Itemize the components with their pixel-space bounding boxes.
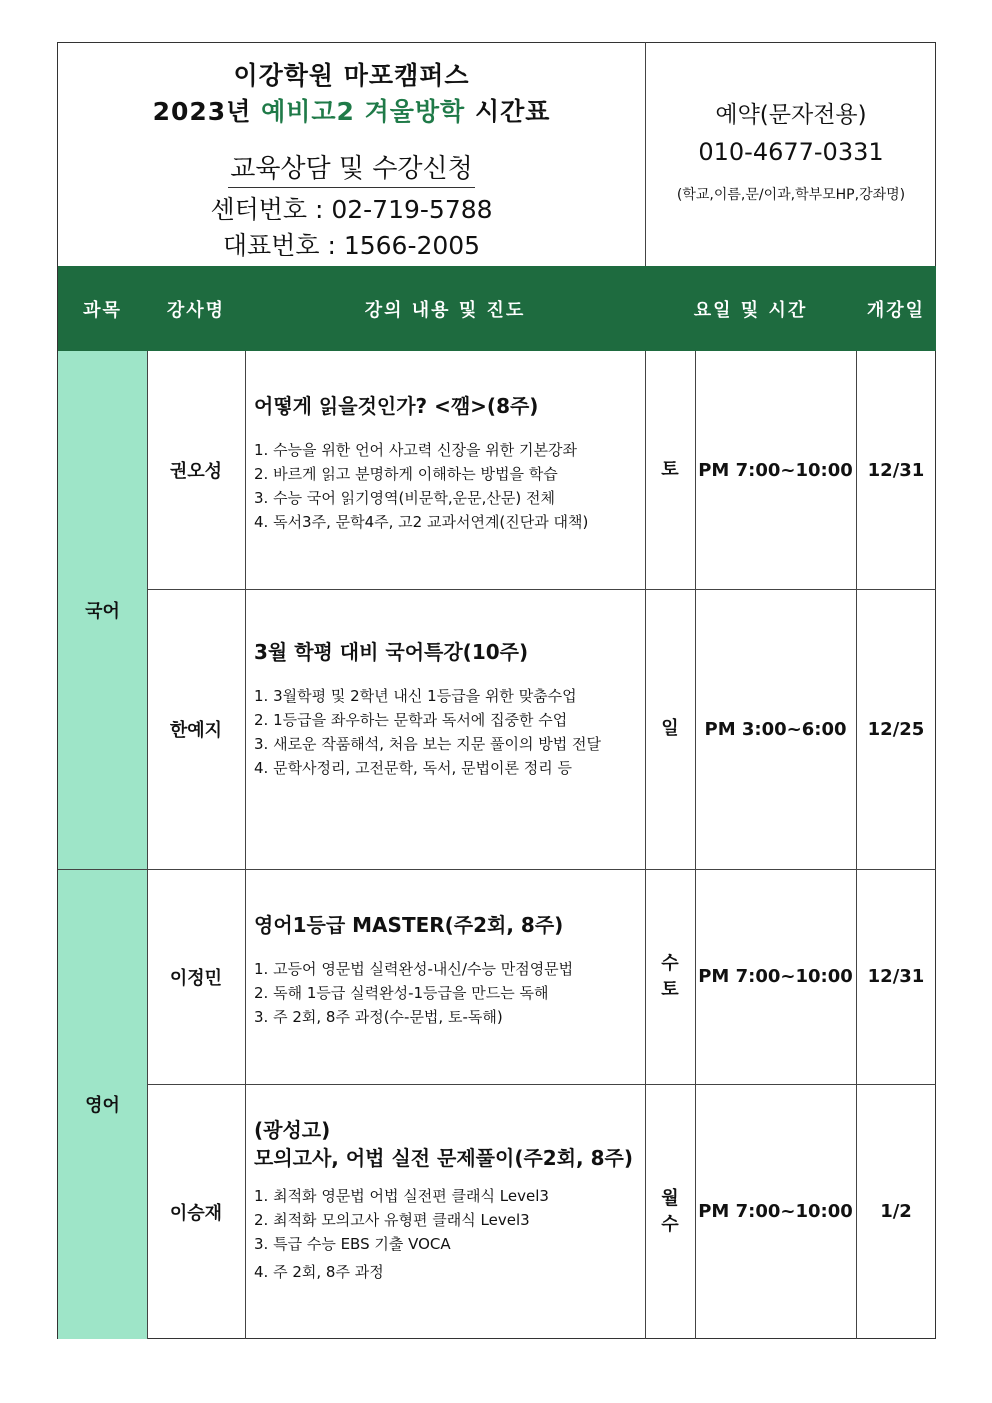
col-content: 강의 내용 및 진도 bbox=[364, 299, 526, 321]
course-content bbox=[254, 1116, 640, 1284]
col-subject: 과목 bbox=[83, 299, 122, 321]
course-title-main: 모의고사, 어법 실전 문제풀이(주2회, 8주) bbox=[254, 1146, 633, 1170]
course-item: 4. 주 2회, 8주 과정 bbox=[254, 1263, 384, 1281]
course-item: 2. 바르게 읽고 분명하게 이해하는 방법을 학습 bbox=[254, 465, 558, 483]
day-label: 수 bbox=[661, 952, 679, 974]
teacher-name: 한예지 bbox=[169, 720, 223, 741]
course-item: 1. 최적화 영문법 어법 실전편 클래식 Level3 bbox=[254, 1187, 549, 1205]
teacher-name: 이승재 bbox=[169, 1202, 223, 1224]
start-date: 12/31 bbox=[867, 966, 925, 987]
start-date: 12/25 bbox=[867, 718, 925, 740]
course-title bbox=[254, 1116, 640, 1172]
course-item: 1. 고등어 영문법 실력완성-내신/수능 만점영문법 bbox=[254, 960, 574, 978]
course-item: 1. 수능을 위한 언어 사고력 신장을 위한 기본강좌 bbox=[254, 441, 577, 459]
consult-label-wrap bbox=[58, 148, 645, 188]
subject-korean: 국어 bbox=[58, 351, 147, 869]
class-day bbox=[645, 351, 695, 589]
course-title: 영어1등급 MASTER(주2회, 8주) bbox=[254, 913, 564, 937]
class-time: PM 3:00~6:00 bbox=[704, 718, 847, 740]
course-item: 4. 문학사정리, 고전문학, 독서, 문법이론 정리 등 bbox=[254, 759, 573, 777]
course-school: (광성고) bbox=[254, 1118, 331, 1142]
teacher-name: 이정민 bbox=[169, 967, 223, 989]
class-time: PM 7:00~10:00 bbox=[698, 459, 853, 481]
course-title: 3월 학평 대비 국어특강(10주) bbox=[254, 640, 529, 664]
teacher-name: 권오성 bbox=[169, 461, 223, 482]
main-phone: 대표번호 : 1566-2005 bbox=[222, 231, 481, 260]
timetable-title bbox=[58, 92, 645, 128]
class-day bbox=[645, 589, 695, 869]
course-item: 3. 특급 수능 EBS 기출 VOCA bbox=[254, 1235, 451, 1253]
consult-label: 교육상담 및 수강신청 bbox=[228, 148, 475, 188]
header-divider bbox=[645, 42, 646, 266]
subject-english: 영어 bbox=[58, 869, 147, 1339]
center-phone: 센터번호 : 02-719-5788 bbox=[210, 195, 493, 224]
course-content bbox=[254, 392, 640, 534]
day-label: 토 bbox=[661, 459, 679, 480]
col-start-date: 개강일 bbox=[866, 299, 926, 321]
day-label: 수 bbox=[661, 1213, 679, 1235]
course-item: 2. 최적화 모의고사 유형편 클래식 Level3 bbox=[254, 1211, 530, 1229]
col-teacher: 강사명 bbox=[166, 299, 226, 321]
course-content bbox=[254, 911, 640, 1029]
course-item: 2. 독해 1등급 실력완성-1등급을 만드는 독해 bbox=[254, 984, 549, 1002]
start-date: 1/2 bbox=[880, 1201, 912, 1222]
reserve-note: (학교,이름,문/이과,학부모HP,강좌명) bbox=[676, 187, 906, 203]
day-label: 일 bbox=[661, 718, 679, 739]
class-day bbox=[645, 869, 695, 1084]
title-year: 2023년 bbox=[152, 97, 252, 126]
reserve-phone: 010-4677-0331 bbox=[698, 138, 884, 166]
class-time: PM 7:00~10:00 bbox=[698, 1201, 853, 1222]
course-item: 3. 수능 국어 읽기영역(비문학,운문,산문) 전체 bbox=[254, 489, 555, 507]
title-highlight: 예비고2 겨울방학 bbox=[261, 97, 466, 126]
col-schedule: 요일 및 시간 bbox=[693, 299, 808, 321]
course-item: 4. 독서3주, 문학4주, 고2 교과서연계(진단과 대책) bbox=[254, 513, 589, 531]
course-item: 3. 새로운 작품해석, 처음 보는 지문 풀이의 방법 전달 bbox=[254, 735, 602, 753]
course-content bbox=[254, 638, 640, 780]
title-suffix: 시간표 bbox=[474, 97, 551, 126]
academy-title: 이강학원 마포캠퍼스 bbox=[233, 61, 470, 90]
course-title: 어떻게 읽을것인가? <깸>(8주) bbox=[254, 394, 539, 418]
start-date: 12/31 bbox=[867, 459, 925, 481]
day-label: 월 bbox=[661, 1187, 679, 1209]
day-label: 토 bbox=[661, 978, 679, 1000]
class-time: PM 7:00~10:00 bbox=[698, 966, 853, 987]
course-item: 1. 3월학평 및 2학년 내신 1등급을 위한 맞춤수업 bbox=[254, 687, 577, 705]
class-day bbox=[645, 1084, 695, 1339]
course-item: 2. 1등급을 좌우하는 문학과 독서에 집중한 수업 bbox=[254, 711, 568, 729]
reserve-label: 예약(문자전용) bbox=[715, 102, 867, 128]
course-item: 3. 주 2회, 8주 과정(수-문법, 토-독해) bbox=[254, 1008, 503, 1026]
grid-v2 bbox=[245, 351, 246, 1339]
